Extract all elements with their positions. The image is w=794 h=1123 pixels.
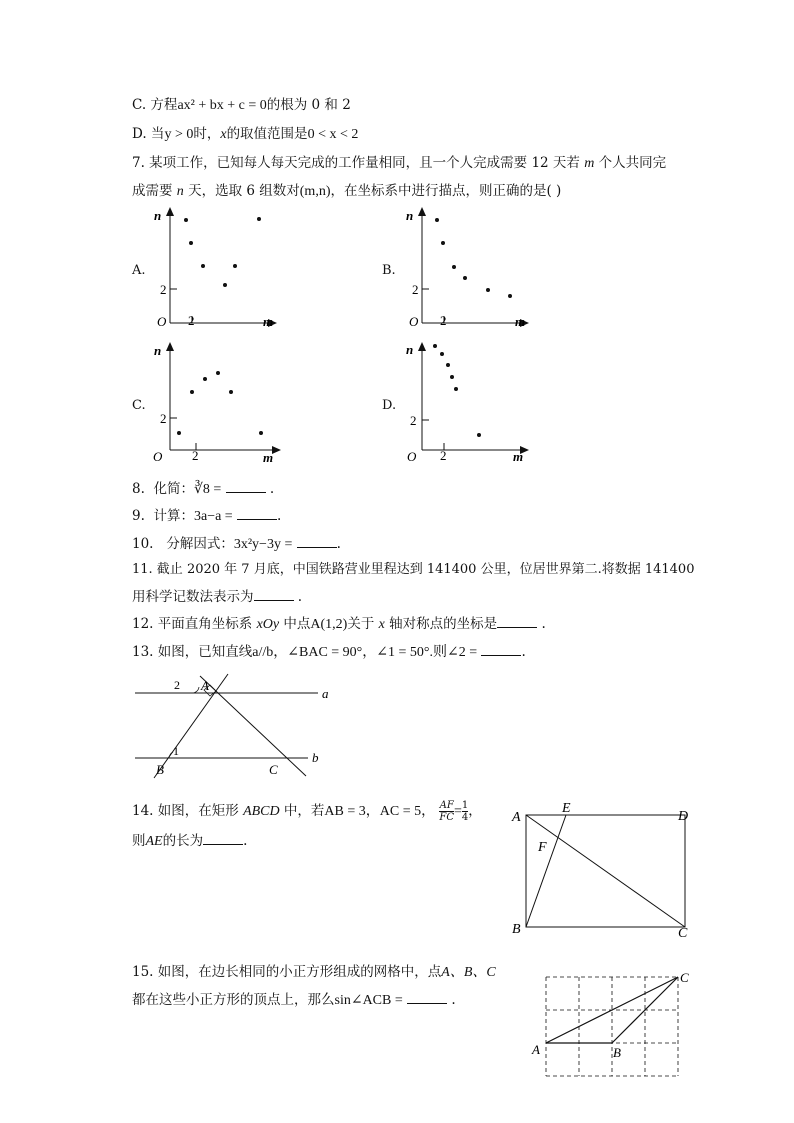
data-point: [233, 264, 237, 268]
axis-x-label: m: [513, 449, 524, 464]
answer-blank[interactable]: [297, 535, 337, 548]
ratio-fraction: $\frac{AF}{FC}$: [439, 800, 454, 823]
origin-label: O: [157, 314, 167, 329]
q7-option-c-label[interactable]: C.: [132, 398, 146, 413]
axis-x-label: m: [263, 314, 274, 329]
q6-option-c: C. 方程ax² + bx + c = 0的根为 0 和 2: [132, 97, 351, 113]
q10: 10. 分解因式：3x²y−3y = .: [132, 536, 341, 552]
q14-figure: [510, 800, 700, 940]
q11-line1: 11. 截止 2020 年 7 月底，中国铁路营业里程达到 141400 公里，位居世界第二.将数据 141400: [132, 562, 695, 577]
q9: 9. 计算：3a−a = .: [132, 508, 282, 524]
axis-y-label: n: [406, 208, 414, 223]
axis-y-label: n: [406, 342, 414, 357]
label-B: B: [156, 762, 164, 777]
grid: [546, 977, 678, 1076]
label-B: B: [613, 1045, 621, 1060]
tick-x-label: 2: [192, 448, 199, 463]
q7-option-d-label[interactable]: D.: [382, 398, 397, 413]
data-point: [433, 344, 437, 348]
q11-line2: 用科学记数法表示为 .: [132, 589, 303, 605]
origin-label: O: [153, 449, 163, 464]
data-point: [223, 283, 227, 287]
q7-option-b-label[interactable]: B.: [382, 263, 396, 278]
q13-figure: [130, 672, 340, 782]
data-point: [203, 377, 207, 381]
axis-y-label: n: [154, 343, 162, 358]
answer-blank[interactable]: [407, 991, 447, 1004]
data-point: [454, 387, 458, 391]
q15-line1: 15. 如图，在边长相同的小正方形组成的网格中，点A、B、C: [132, 964, 496, 980]
angle-1-label: 1: [173, 744, 179, 758]
tick-y-label: 2: [410, 413, 417, 428]
q15-figure: [528, 965, 698, 1085]
origin-label: O: [409, 314, 419, 329]
label-C: C: [269, 762, 278, 777]
tick-y-label: 2: [160, 282, 167, 297]
data-point: [177, 431, 181, 435]
tick-x-label: 2: [440, 313, 447, 328]
q7-stem-line2: 成需要 n 天，选取 6 组数对(m,n)，在坐标系中进行描点，则正确的是( ): [132, 183, 562, 199]
q7-graph-b: [402, 205, 532, 330]
data-point: [446, 363, 450, 367]
q7-graph-a: [150, 205, 280, 330]
q7-graph-d: [402, 340, 532, 465]
data-point: [450, 375, 454, 379]
ratio-value: $\frac{1}{4}$: [461, 800, 469, 823]
q6-option-d: D. 当y > 0时，x的取值范围是0 < x < 2: [132, 126, 359, 142]
label-D: D: [678, 809, 689, 824]
label-A: A: [201, 678, 209, 693]
q13: 13. 如图，已知直线a//b，∠BAC = 90°，∠1 = 50°.则∠2 = .: [132, 644, 526, 660]
label-C: C: [678, 926, 688, 941]
answer-blank[interactable]: [237, 507, 277, 520]
label-E: E: [562, 801, 571, 816]
tick-y-label: 2: [412, 282, 419, 297]
data-point: [486, 288, 490, 292]
data-point: [184, 218, 188, 222]
data-point: [452, 265, 456, 269]
q14-line2: 则AE的长为 .: [132, 833, 248, 849]
answer-blank[interactable]: [203, 832, 243, 845]
q15-line2: 都在这些小正方形的顶点上，那么sin∠ACB = .: [132, 992, 456, 1008]
data-point: [440, 352, 444, 356]
label-F: F: [538, 840, 547, 855]
answer-blank[interactable]: [497, 615, 537, 628]
q7-option-a-label[interactable]: A.: [132, 263, 146, 278]
axis-x-label: m: [263, 450, 274, 465]
data-point: [257, 217, 261, 221]
q7-stem-line1: 7. 某项工作，已知每人每天完成的工作量相同，且一个人完成需要 12 天若 m 个人共同完: [132, 155, 667, 171]
q8: 8. 化简：∛8 = .: [132, 481, 275, 497]
data-point: [259, 431, 263, 435]
data-point: [463, 276, 467, 280]
q14-line1: 14. 如图，在矩形 ABCD 中，若AB = 3，AC = 5， $\frac{AF}{FC}$ = $\frac{1}{4}$ ，: [132, 800, 482, 823]
data-point: [216, 371, 220, 375]
axis-x-label: m: [515, 314, 526, 329]
answer-blank[interactable]: [481, 643, 521, 656]
data-point: [190, 390, 194, 394]
label-A: A: [532, 1042, 540, 1057]
data-point: [189, 241, 193, 245]
angle-2-label: 2: [174, 678, 180, 692]
label-B: B: [512, 922, 521, 937]
data-point: [508, 294, 512, 298]
label-C: C: [680, 970, 689, 985]
data-point: [441, 241, 445, 245]
tick-x-label: 2: [440, 448, 447, 463]
data-point: [435, 218, 439, 222]
answer-blank[interactable]: [226, 480, 266, 493]
answer-blank[interactable]: [254, 588, 294, 601]
tick-y-label: 2: [160, 411, 167, 426]
tick-x-label: 2: [188, 313, 195, 328]
data-point: [201, 264, 205, 268]
data-point: [229, 390, 233, 394]
q7-graph-c: [150, 340, 285, 465]
axis-y-label: n: [154, 208, 162, 223]
origin-label: O: [407, 449, 417, 464]
data-point: [477, 433, 481, 437]
label-b: b: [312, 750, 319, 765]
label-a: a: [322, 686, 329, 701]
label-A: A: [512, 810, 521, 825]
q12: 12. 平面直角坐标系 xOy 中点A(1,2)关于 x 轴对称点的坐标是 .: [132, 616, 546, 632]
